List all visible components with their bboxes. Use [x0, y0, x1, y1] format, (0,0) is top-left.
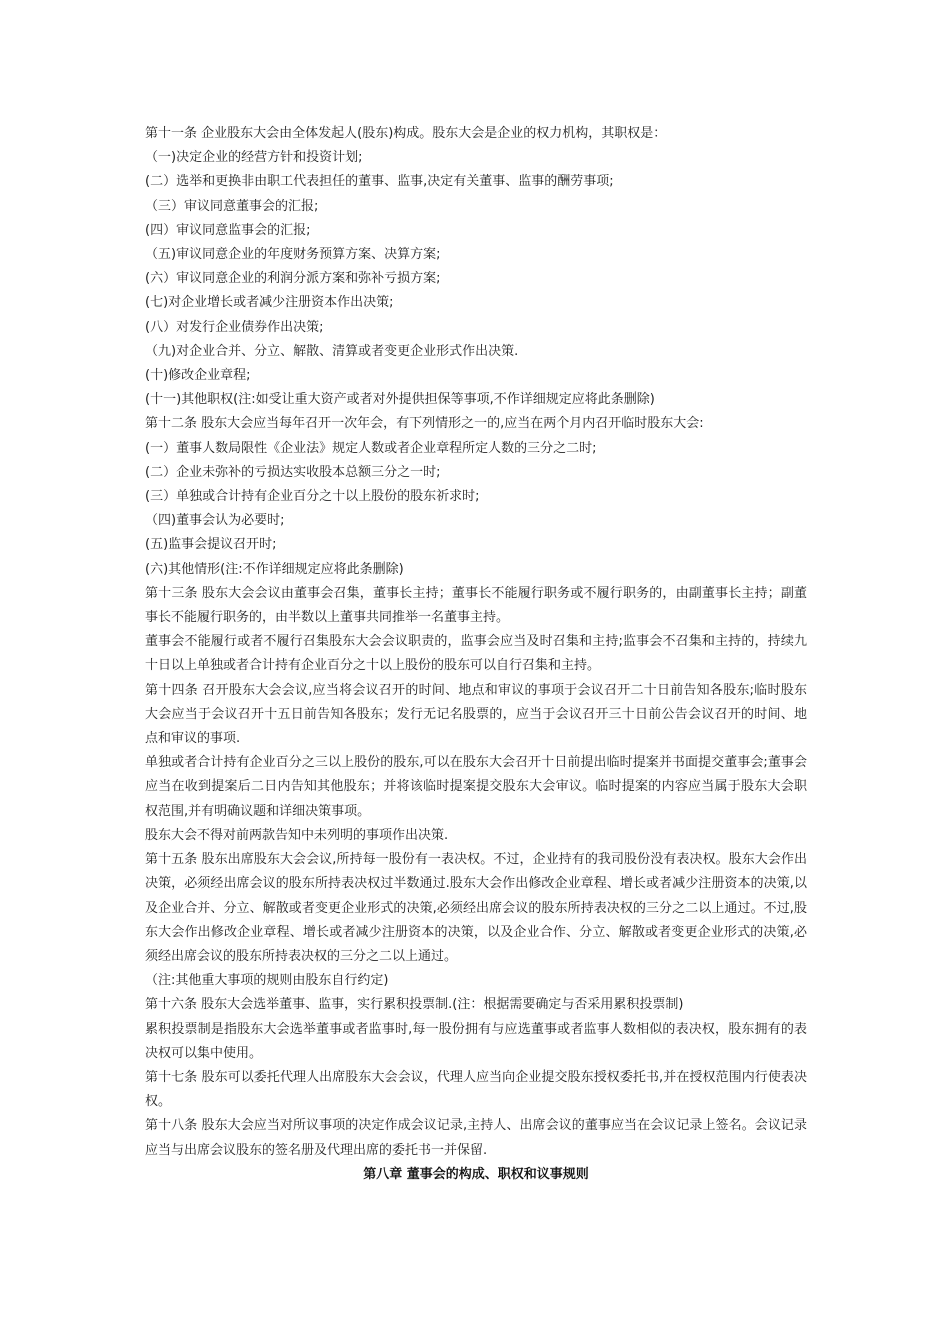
paragraph-art12: 第十二条 股东大会应当每年召开一次年会，有下列情形之一的,应当在两个月内召开临时股东大会:: [145, 416, 704, 432]
list-item: (五)监事会提议召开时;: [145, 537, 277, 553]
list-item: (四）审议同意监事会的汇报;: [145, 222, 311, 238]
paragraph-art15: 第十五条 股东出席股东大会会议,所持每一股份有一表决权。不过，企业持有的我司股份没有表决权。股东大会作出决策，必须经出席会议的股东所持表决权过半数通过.股东大会作出修改企业章程、增长或者减少注册资本的决策,以及企业合并、分立、解散或者变更企业形式的决策,必须经出席会议的股东所持表决权的三分之二以上通过。不过,股东大会作出修改企业章程、增长或者减少注册资本的决策，以及企业合作、分立、解散或者变更企业形式的决策,必须经出席会议的股东所持表决权的三分之二以上通过。: [145, 852, 807, 964]
paragraph: 累积投票制是指股东大会选举董事或者监事时,每一股份拥有与应选董事或者监事人数相似的表决权，股东拥有的表决权可以集中使用。: [145, 1021, 807, 1061]
list-item: (八）对发行企业债券作出决策;: [145, 319, 324, 335]
list-item: （一)决定企业的经营方针和投资计划;: [145, 150, 363, 166]
list-item: （四)董事会认为必要时;: [145, 513, 285, 529]
paragraph-art18: 第十八条 股东大会应当对所议事项的决定作成会议记录,主持人、出席会议的董事应当在会议记录上签名。会议记录应当与出席会议股东的签名册及代理出席的委托书一并保留.: [145, 1118, 807, 1158]
list-item: (六）审议同意企业的利润分派方案和弥补亏损方案;: [145, 271, 441, 287]
list-item: (七)对企业增长或者减少注册资本作出决策;: [145, 295, 394, 311]
list-item: （九)对企业合并、分立、解散、清算或者变更企业形式作出决策.: [145, 343, 519, 359]
chapter-title: 第八章 董事会的构成、职权和议事规则: [363, 1166, 589, 1182]
list-item: (三）单独或合计持有企业百分之十以上股份的股东祈求时;: [145, 489, 480, 505]
paragraph-art14: 第十四条 召开股东大会会议,应当将会议召开的时间、地点和审议的事项于会议召开二十日前告知各股东;临时股东大会应当于会议召开十五日前告知各股东；发行无记名股票的，应当于会议召开三十日前公告会议召开的时间、地点和审议的事项.: [145, 682, 807, 747]
paragraph-art17: 第十七条 股东可以委托代理人出席股东大会会议，代理人应当向企业提交股东授权委托书,并在授权范围内行使表决权。: [145, 1069, 807, 1110]
paragraph: 董事会不能履行或者不履行召集股东大会会议职责的，监事会应当及时召集和主持;监事会不召集和主持的，持续九十日以上单独或者合计持有企业百分之十以上股份的股东可以自行召集和主持。: [145, 634, 807, 674]
paragraph: 单独或者合计持有企业百分之三以上股份的股东,可以在股东大会召开十日前提出临时提案并书面提交董事会;董事会应当在收到提案后二日内告知其他股东；并将该临时提案提交股东大会审议。临时提案的内容应当属于股东大会职权范围,并有明确议题和详细决策事项。: [145, 755, 807, 819]
paragraph-art16: 第十六条 股东大会选举董事、监事，实行累积投票制.(注：根据需要确定与否采用累积投票制): [145, 997, 684, 1013]
document-body: [145, 122, 807, 1187]
paragraph-art11: 第十一条 企业股东大会由全体发起人(股东)构成。股东大会是企业的权力机构，其职权是：: [145, 126, 667, 141]
paragraph-note: （注:其他重大事项的规则由股东自行约定): [145, 973, 389, 989]
list-item: (六)其他情形(注:不作详细规定应将此条删除): [145, 561, 404, 577]
list-item: (十)修改企业章程;: [145, 368, 251, 384]
paragraph-art13: 第十三条 股东大会会议由董事会召集，董事长主持；董事长不能履行职务或不履行职务的，由副董事长主持；副董事长不能履行职务的，由半数以上董事共同推举一名董事主持。: [145, 585, 807, 626]
paragraph: 股东大会不得对前两款告知中未列明的事项作出决策.: [145, 827, 449, 843]
list-item: (二）选举和更换非由职工代表担任的董事、监事,决定有关董事、监事的酬劳事项;: [145, 174, 614, 190]
list-item: （五)审议同意企业的年度财务预算方案、决算方案;: [145, 247, 441, 263]
list-item: （三）审议同意董事会的汇报;: [145, 198, 319, 214]
list-item: (一）董事人数局限性《企业法》规定人数或者企业章程所定人数的三分之二时;: [145, 440, 597, 456]
list-item: (二）企业未弥补的亏损达实收股本总额三分之一时;: [145, 464, 441, 480]
list-item: (十一)其他职权(注:如受让重大资产或者对外提供担保等事项,不作详细规定应将此条删除): [145, 392, 655, 408]
